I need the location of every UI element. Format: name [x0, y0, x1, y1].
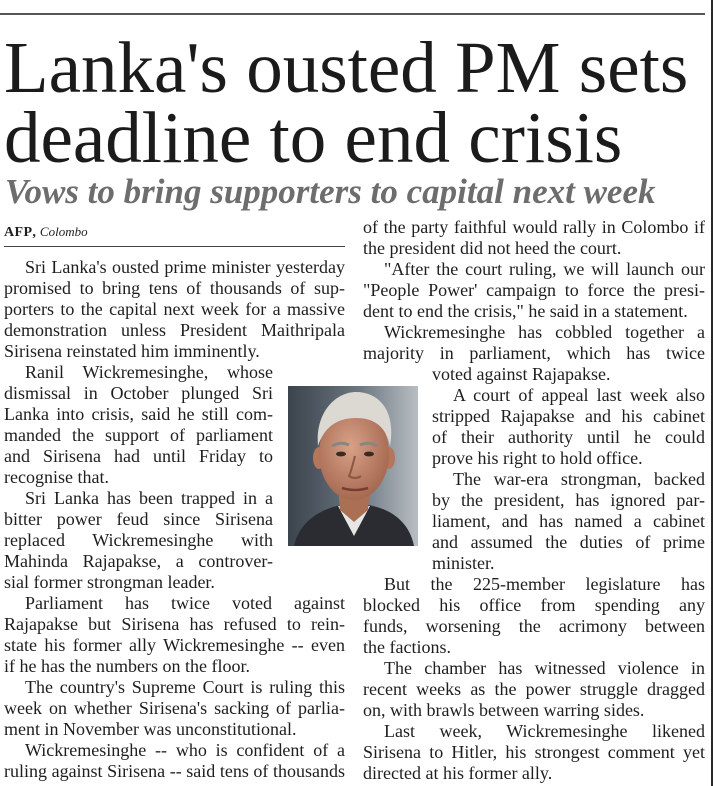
article-text-line: Sirisena to Hitler, his strongest comment yet	[363, 742, 705, 762]
article-text-line: The chamber has witnessed violence in	[384, 658, 705, 678]
article-text-line: directed at his former ally.	[363, 763, 553, 783]
article-text-line: Sri Lanka's ousted prime minister yesterday	[25, 257, 345, 277]
article-text-line: Sirisena reinstated him imminently.	[4, 341, 260, 361]
article-text-line: minister.	[432, 553, 495, 573]
article-text-line: majority in parliament, which has twice	[363, 343, 705, 363]
article-text-line: dent to end the crisis," he said in a statement.	[363, 301, 688, 321]
article-text-line: promised to bring tens of thousands of sup-	[4, 278, 345, 298]
article-text-line: state his former ally Wickremesinghe -- even	[4, 635, 345, 655]
article-text-line: "People Power' campaign to force the presi-	[363, 280, 705, 300]
article-text-line: if he has the numbers on the floor.	[4, 656, 250, 676]
article-text-line: Mahinda Rajapakse, a controver-	[4, 551, 273, 571]
right-edge-rule	[711, 0, 713, 786]
article-text-line: The war-era strongman, backed	[453, 469, 705, 489]
top-rule	[0, 13, 705, 15]
article-text-line: blocked his office from spending any	[363, 595, 705, 615]
article-text-line: liament, and has named a cabinet	[432, 511, 705, 531]
byline-agency: AFP	[4, 225, 33, 240]
article-text-line: week on whether Sirisena's sacking of parlia-	[4, 698, 345, 718]
article-text-line: Wickremesinghe has cobbled together a	[384, 322, 705, 342]
portrait-photo	[288, 386, 418, 546]
article-text-line: on, with brawls between warring sides.	[363, 700, 645, 720]
byline-location: Colombo	[39, 224, 88, 239]
byline	[4, 223, 88, 242]
article-text-line: The country's Supreme Court is ruling this	[25, 677, 345, 697]
article-text-line: replaced Wickremesinghe with	[4, 530, 273, 550]
article-text-line: Rajapakse but Sirisena has refused to rein-	[4, 614, 345, 634]
article-text-line: prove his right to hold office.	[432, 448, 643, 468]
article-text-line: Lanka into crisis, said he still com-	[4, 404, 273, 424]
article-text-line: and Sirisena had until Friday to	[4, 446, 273, 466]
article-text-line: stripped Rajapakse and his cabinet	[432, 406, 705, 426]
article-text-line: demonstration unless President Maithripala	[4, 320, 345, 340]
article-text-line: bitter power feud since Sirisena	[4, 509, 273, 529]
article-text-line: "After the court ruling, we will launch our	[384, 259, 705, 279]
article-text-line: recent weeks as the power struggle dragged	[363, 679, 705, 699]
article-text-line: manded the support of parliament	[4, 425, 273, 445]
article-text-line: the president did not heed the court.	[363, 238, 622, 258]
article-text-line: the factions.	[363, 637, 451, 657]
article-text-line: recognise that.	[4, 467, 109, 487]
article-text-line: ment in November was unconstitutional.	[4, 719, 297, 739]
byline-rule	[4, 246, 345, 247]
article-text-line: A court of appeal last week also	[453, 385, 705, 405]
article-text-line: of their authority until he could	[432, 427, 705, 447]
article-text-line: dismissal in October plunged Sri	[4, 383, 273, 403]
headline-line: Lanka's ousted PM sets	[4, 27, 689, 108]
headline-line: deadline to end crisis	[4, 97, 623, 178]
article-text-line: porters to the capital next week for a massive	[4, 299, 345, 319]
byline-separator: ,	[32, 225, 36, 240]
subheadline: Vows to bring supporters to capital next week	[5, 172, 656, 211]
article-text-line: of the party faithful would rally in Colombo if	[363, 217, 705, 237]
article-text-line: Parliament has twice voted against	[25, 593, 345, 613]
article-text-line: voted against Rajapakse.	[432, 364, 611, 384]
article-text-line: sial former strongman leader.	[4, 572, 215, 592]
article-text-line: Last week, Wickremesinghe likened	[384, 721, 705, 741]
article-text-line: Ranil Wickremesinghe, whose	[25, 362, 273, 382]
article-text-line: But the 225-member legislature has	[384, 574, 705, 594]
article-text-line: ruling against Sirisena -- said tens of thousands	[4, 761, 345, 781]
article-text-line: Sri Lanka has been trapped in a	[25, 488, 273, 508]
article-text-line: Wickremesinghe -- who is confident of a	[25, 740, 345, 760]
article-text-line: funds, worsening the acrimony between	[363, 616, 705, 636]
article-text-line: and assumed the duties of prime	[432, 532, 705, 552]
article-text-line: by the president, has ignored par-	[432, 490, 705, 510]
